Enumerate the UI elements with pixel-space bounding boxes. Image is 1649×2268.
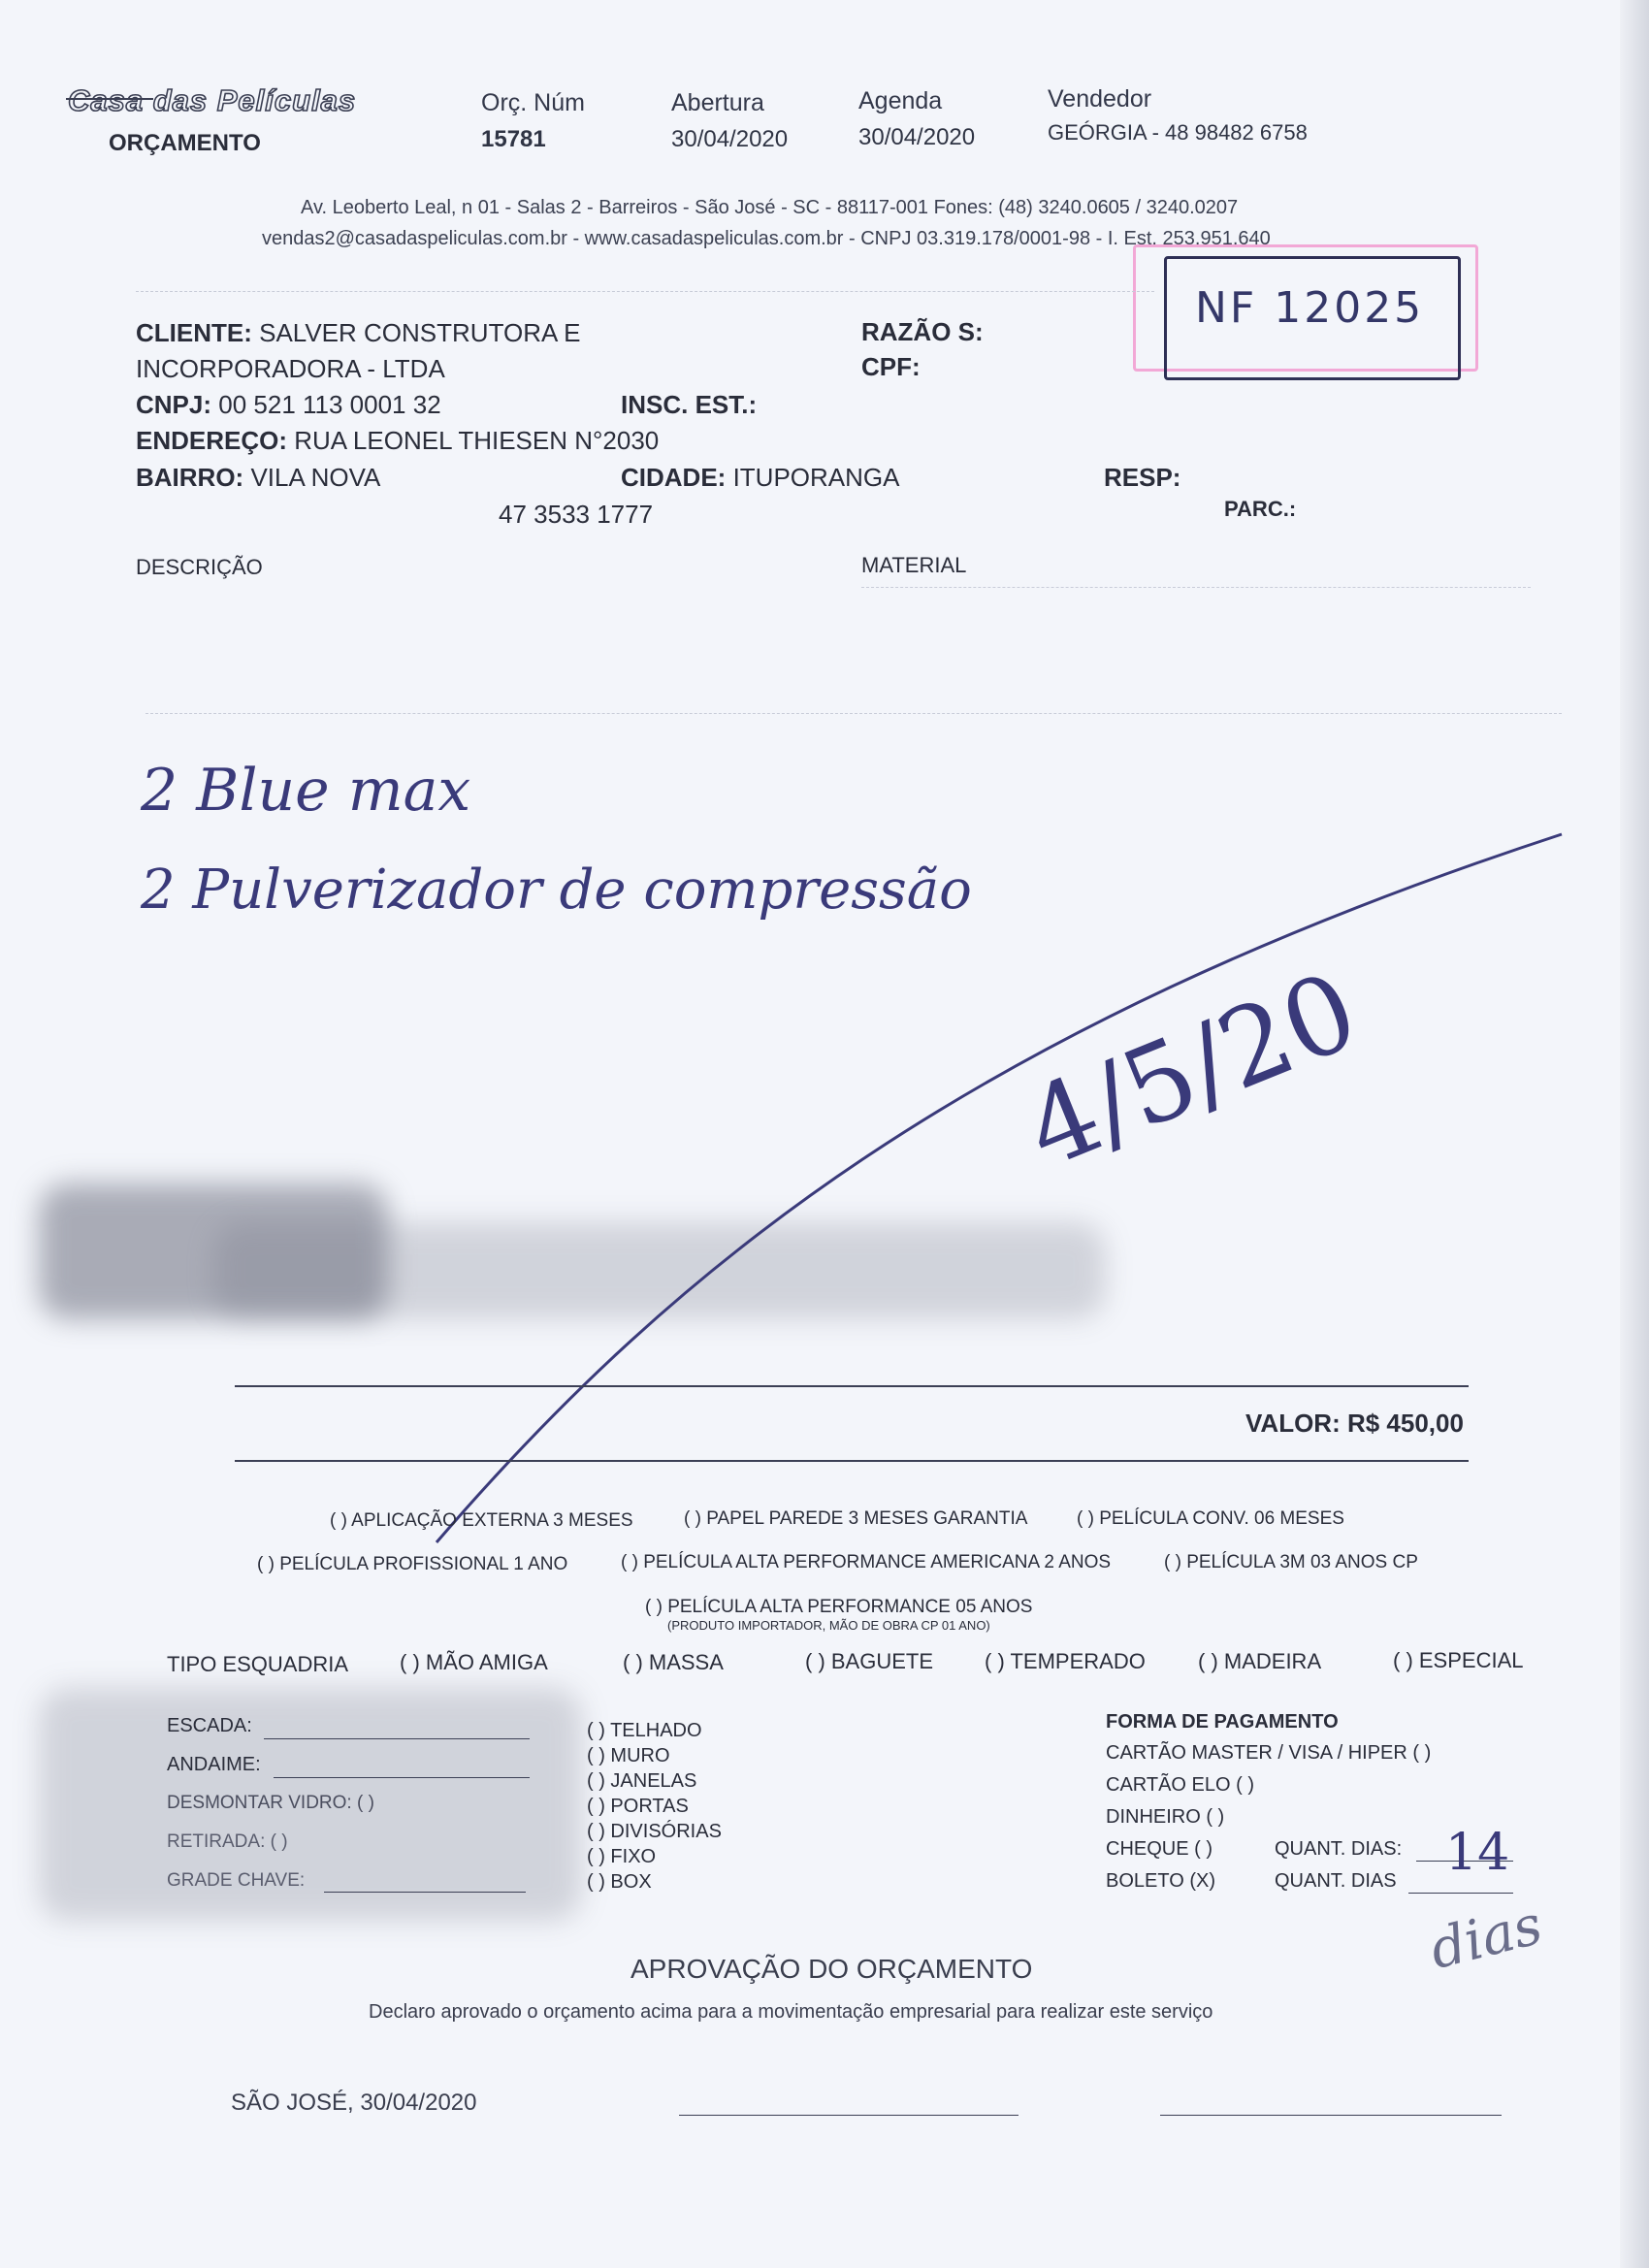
place-date: SÃO JOSÉ, 30/04/2020: [231, 2090, 477, 2116]
valor-label: VALOR: R$ 450,00: [1245, 1409, 1464, 1438]
valor-line-bottom: [235, 1460, 1469, 1462]
pagamento-title: FORMA DE PAGAMENTO: [1106, 1711, 1339, 1733]
local-fixo[interactable]: ( ) FIXO: [587, 1846, 657, 1867]
handwritten-dias-word: dias: [1424, 1893, 1549, 1983]
esquadria-especial[interactable]: ( ) ESPECIAL: [1393, 1648, 1524, 1672]
cnpj-label: CNPJ:: [136, 390, 212, 419]
bairro-value: VILA NOVA: [250, 463, 381, 492]
agenda-label: Agenda: [858, 87, 943, 114]
grade-chave-label: GRADE CHAVE:: [167, 1870, 306, 1891]
insc-label: INSC. EST.:: [621, 390, 758, 419]
pagamento-cartao-elo[interactable]: CARTÃO ELO ( ): [1106, 1774, 1254, 1796]
retirada[interactable]: RETIRADA: ( ): [167, 1831, 288, 1852]
local-portas[interactable]: ( ) PORTAS: [587, 1796, 689, 1817]
razao-label: RAZÃO S:: [861, 317, 984, 346]
option-pelicula-profissional[interactable]: ( ) PELÍCULA PROFISSIONAL 1 ANO: [257, 1554, 568, 1574]
agenda-value: 30/04/2020: [858, 124, 976, 150]
handwritten-item-1: 2 Blue max: [141, 757, 471, 825]
escada-label: ESCADA:: [167, 1715, 252, 1736]
material-header: MATERIAL: [861, 553, 967, 577]
cpf-label: CPF:: [861, 352, 921, 381]
option-note: (PRODUTO IMPORTADOR, MÃO DE OBRA CP 01 ANO): [667, 1618, 990, 1633]
cidade-label: CIDADE:: [621, 463, 727, 492]
cliente-label: CLIENTE:: [136, 318, 252, 347]
esquadria-temperado[interactable]: ( ) TEMPERADO: [985, 1649, 1146, 1673]
aprovacao-text: Declaro aprovado o orçamento acima para a movimentação empresarial para realizar este serviço: [369, 2001, 1213, 2023]
orc-label: Orç. Núm: [481, 89, 585, 116]
andaime-label: ANDAIME:: [167, 1754, 261, 1775]
abertura-label: Abertura: [671, 89, 764, 116]
nf-stamp-text: NF 12025: [1195, 283, 1425, 333]
address-line-1: Av. Leoberto Leal, n 01 - Salas 2 - Barreiros - São José - SC - 88117-001 Fones: (48) 3240.0605 / 3240.0207: [301, 197, 1239, 218]
esquadria-massa[interactable]: ( ) MASSA: [623, 1650, 724, 1674]
option-pelicula-alta-performance[interactable]: ( ) PELÍCULA ALTA PERFORMANCE 05 ANOS: [645, 1597, 1033, 1617]
company-logo: Casa das Películas: [68, 83, 357, 117]
cliente-line-2: INCORPORADORA - LTDA: [136, 354, 445, 383]
bairro-label: BAIRRO:: [136, 463, 244, 492]
vendedor-label: Vendedor: [1048, 85, 1152, 113]
esquadria-madeira[interactable]: ( ) MADEIRA: [1198, 1649, 1322, 1673]
boleto-dias-field[interactable]: [1408, 1893, 1513, 1894]
parc-label: PARC.:: [1224, 497, 1297, 521]
option-pelicula-3m[interactable]: ( ) PELÍCULA 3M 03 ANOS CP: [1164, 1552, 1418, 1572]
signature-line-2[interactable]: [1160, 2115, 1502, 2116]
descricao-header: DESCRIÇÃO: [136, 555, 263, 579]
grade-chave-field[interactable]: [324, 1892, 526, 1893]
esquadria-label: TIPO ESQUADRIA: [167, 1652, 349, 1676]
cheque-dias-label: QUANT. DIAS:: [1275, 1838, 1403, 1860]
client-phone: 47 3533 1777: [499, 500, 654, 529]
handwritten-dias-value: 14: [1445, 1824, 1510, 1882]
local-box[interactable]: ( ) BOX: [587, 1871, 652, 1893]
aprovacao-title: APROVAÇÃO DO ORÇAMENTO: [630, 1954, 1033, 1984]
cidade-value: ITUPORANGA: [732, 463, 900, 492]
option-pelicula-americana[interactable]: ( ) PELÍCULA ALTA PERFORMANCE AMERICANA 2 ANOS: [621, 1552, 1112, 1572]
escada-field[interactable]: [264, 1738, 530, 1739]
valor-line-top: [235, 1385, 1469, 1387]
andaime-field[interactable]: [274, 1777, 530, 1778]
endereco-label: ENDEREÇO:: [136, 426, 288, 455]
address-line-2: vendas2@casadaspeliculas.com.br - www.casadaspeliculas.com.br - CNPJ 03.319.178/0001-98 - I. Est. 253.951.640: [262, 228, 1271, 249]
local-muro[interactable]: ( ) MURO: [587, 1745, 670, 1766]
doc-type: ORÇAMENTO: [109, 130, 261, 156]
option-pelicula-conv[interactable]: ( ) PELÍCULA CONV. 06 MESES: [1077, 1508, 1344, 1529]
esquadria-mao-amiga[interactable]: ( ) MÃO AMIGA: [400, 1650, 548, 1674]
option-papel-parede[interactable]: ( ) PAPEL PAREDE 3 MESES GARANTIA: [684, 1508, 1028, 1529]
pagamento-dinheiro[interactable]: DINHEIRO ( ): [1106, 1806, 1225, 1828]
boleto-dias-label: QUANT. DIAS: [1275, 1870, 1397, 1892]
option-aplicacao-externa[interactable]: ( ) APLICAÇÃO EXTERNA 3 MESES: [330, 1510, 633, 1531]
cliente-line-1: SALVER CONSTRUTORA E: [259, 318, 581, 347]
local-janelas[interactable]: ( ) JANELAS: [587, 1770, 697, 1792]
signature-line-1[interactable]: [679, 2115, 1018, 2116]
local-divisorias[interactable]: ( ) DIVISÓRIAS: [587, 1821, 722, 1842]
esquadria-baguete[interactable]: ( ) BAGUETE: [805, 1649, 934, 1673]
orc-value: 15781: [481, 126, 546, 152]
pagamento-cartao-master[interactable]: CARTÃO MASTER / VISA / HIPER ( ): [1106, 1742, 1432, 1764]
cnpj-value: 00 521 113 0001 32: [218, 390, 441, 419]
handwritten-date: 4/5/20: [1009, 948, 1374, 1192]
abertura-value: 30/04/2020: [671, 126, 789, 152]
pagamento-cheque[interactable]: CHEQUE ( ): [1106, 1838, 1212, 1860]
local-telhado[interactable]: ( ) TELHADO: [587, 1720, 702, 1741]
resp-label: RESP:: [1104, 463, 1181, 492]
endereco-value: RUA LEONEL THIESEN N°2030: [294, 426, 660, 455]
vendedor-value: GEÓRGIA - 48 98482 6758: [1048, 120, 1308, 145]
desmontar-vidro[interactable]: DESMONTAR VIDRO: ( ): [167, 1793, 374, 1813]
handwritten-item-2: 2 Pulverizador de compressão: [141, 859, 972, 922]
pagamento-boleto[interactable]: BOLETO (X): [1106, 1870, 1215, 1892]
